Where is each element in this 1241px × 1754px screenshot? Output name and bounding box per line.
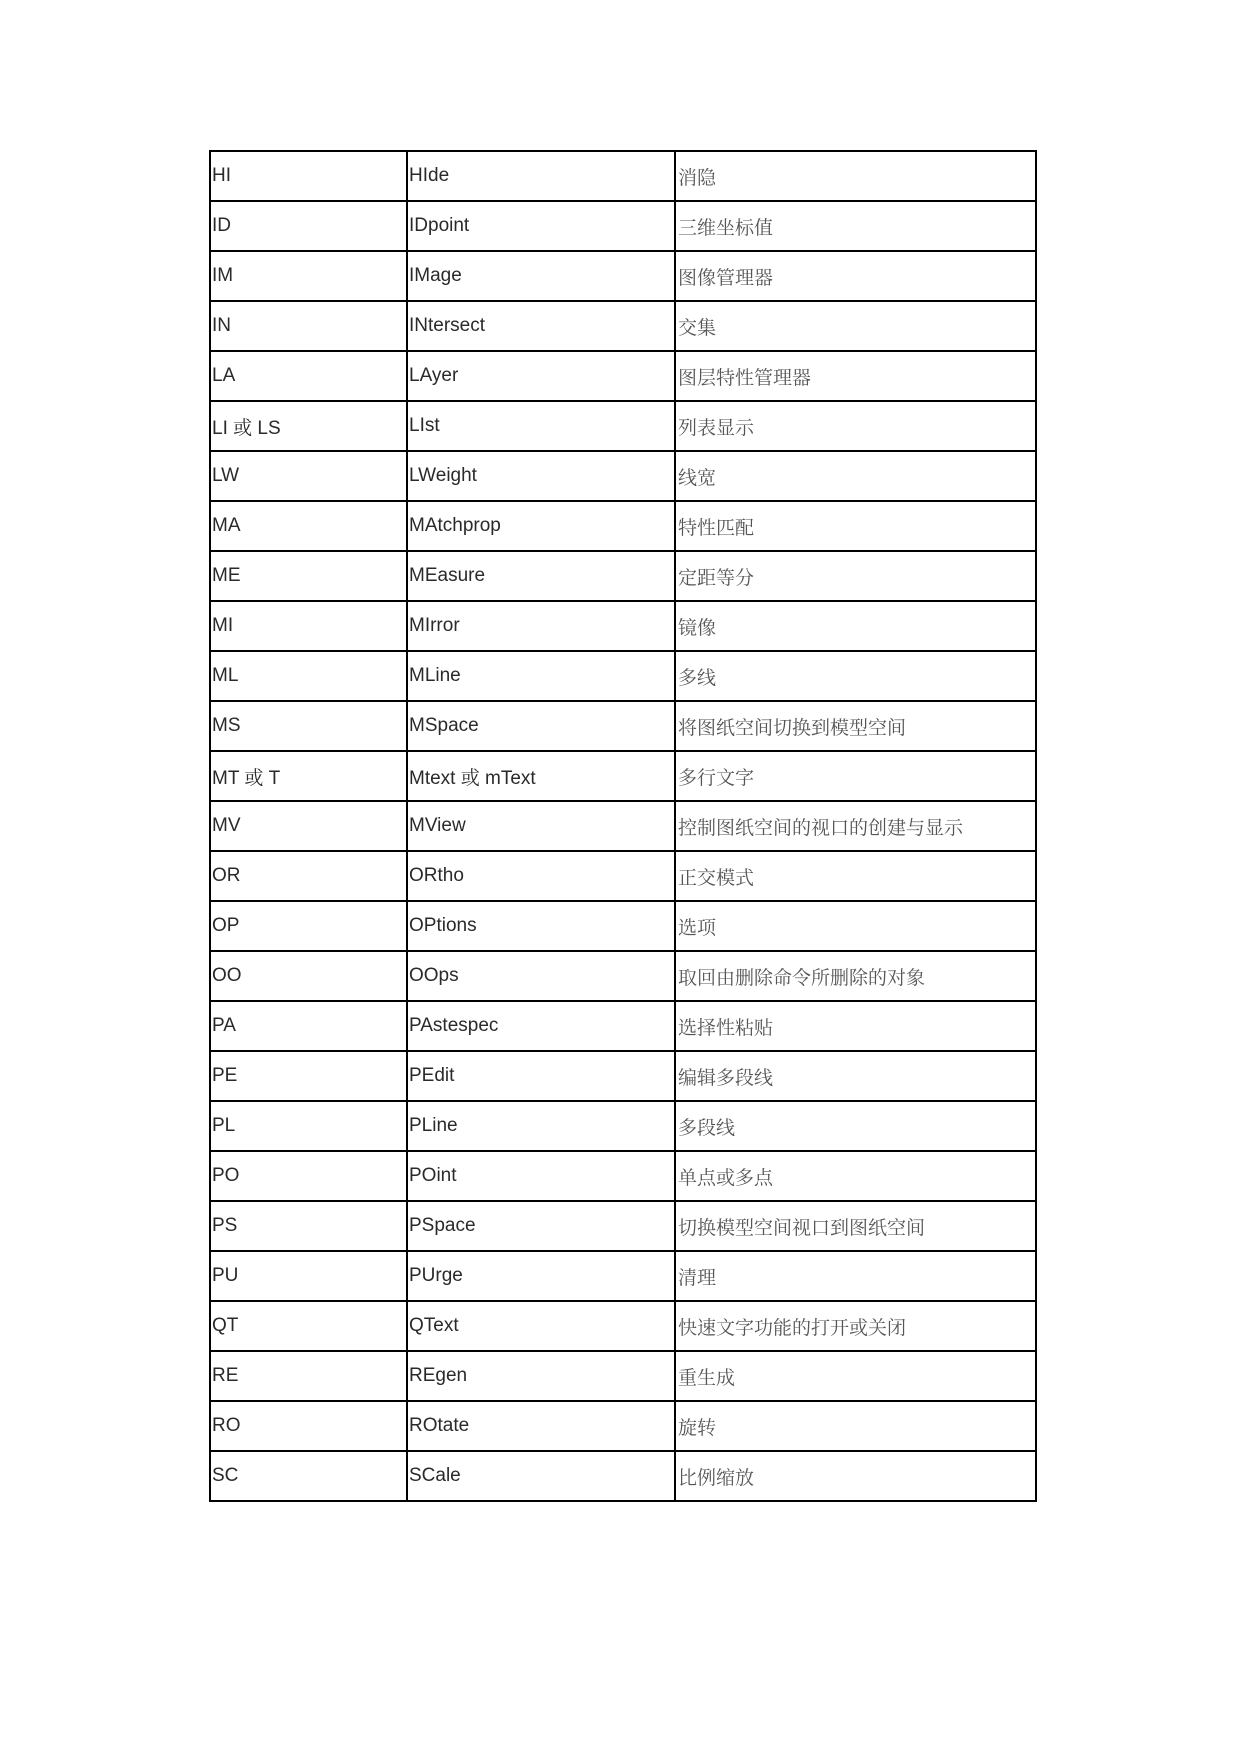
command-full-name-cell: MEasure (407, 551, 675, 601)
command-description-cell: 重生成 (675, 1351, 1036, 1401)
command-abbreviation-cell: MT 或 T (210, 751, 407, 801)
command-abbreviation-cell: OR (210, 851, 407, 901)
command-description-cell: 选择性粘贴 (675, 1001, 1036, 1051)
table-row (210, 1401, 1036, 1451)
command-abbreviation-cell: LA (210, 351, 407, 401)
command-full-name-cell: MLine (407, 651, 675, 701)
command-abbreviation-cell: SC (210, 1451, 407, 1501)
command-abbreviation-cell: MS (210, 701, 407, 751)
command-abbreviation-cell: PS (210, 1201, 407, 1251)
command-table (209, 150, 1037, 1502)
table-row (210, 501, 1036, 551)
command-description-cell: 线宽 (675, 451, 1036, 501)
table-row (210, 551, 1036, 601)
table-row (210, 151, 1036, 201)
command-description-cell: 选项 (675, 901, 1036, 951)
command-description-cell: 单点或多点 (675, 1151, 1036, 1201)
table-row (210, 751, 1036, 801)
command-full-name-cell: SCale (407, 1451, 675, 1501)
command-full-name-cell: ORtho (407, 851, 675, 901)
command-description-cell: 正交模式 (675, 851, 1036, 901)
command-full-name-cell: REgen (407, 1351, 675, 1401)
command-full-name-cell: MAtchprop (407, 501, 675, 551)
command-full-name-cell: ROtate (407, 1401, 675, 1451)
table-row (210, 701, 1036, 751)
command-abbreviation-cell: IN (210, 301, 407, 351)
command-description-cell: 特性匹配 (675, 501, 1036, 551)
table-row (210, 1301, 1036, 1351)
command-full-name-cell: PLine (407, 1101, 675, 1151)
table-row (210, 1101, 1036, 1151)
command-abbreviation-cell: HI (210, 151, 407, 201)
table-row (210, 1201, 1036, 1251)
command-abbreviation-cell: PE (210, 1051, 407, 1101)
command-full-name-cell: OPtions (407, 901, 675, 951)
command-abbreviation-cell: LW (210, 451, 407, 501)
table-row (210, 251, 1036, 301)
command-description-cell: 旋转 (675, 1401, 1036, 1451)
table-row (210, 1451, 1036, 1501)
table-row (210, 851, 1036, 901)
command-description-cell: 交集 (675, 301, 1036, 351)
command-abbreviation-cell: MA (210, 501, 407, 551)
command-abbreviation-cell: OO (210, 951, 407, 1001)
command-full-name-cell: Mtext 或 mText (407, 751, 675, 801)
table-row (210, 301, 1036, 351)
table-body (210, 151, 1036, 1501)
command-description-cell: 图像管理器 (675, 251, 1036, 301)
command-full-name-cell: PUrge (407, 1251, 675, 1301)
command-abbreviation-cell: OP (210, 901, 407, 951)
command-description-cell: 定距等分 (675, 551, 1036, 601)
table-row (210, 901, 1036, 951)
table-row (210, 1151, 1036, 1201)
command-full-name-cell: IMage (407, 251, 675, 301)
command-abbreviation-cell: LI 或 LS (210, 401, 407, 451)
table-row (210, 951, 1036, 1001)
command-description-cell: 多行文字 (675, 751, 1036, 801)
command-description-cell: 镜像 (675, 601, 1036, 651)
command-description-cell: 消隐 (675, 151, 1036, 201)
command-full-name-cell: LIst (407, 401, 675, 451)
command-full-name-cell: MIrror (407, 601, 675, 651)
command-description-cell: 多段线 (675, 1101, 1036, 1151)
command-description-cell: 图层特性管理器 (675, 351, 1036, 401)
command-full-name-cell: HIde (407, 151, 675, 201)
command-description-cell: 比例缩放 (675, 1451, 1036, 1501)
table-row (210, 1351, 1036, 1401)
command-full-name-cell: PAstespec (407, 1001, 675, 1051)
command-full-name-cell: INtersect (407, 301, 675, 351)
table-row (210, 801, 1036, 851)
command-abbreviation-cell: RE (210, 1351, 407, 1401)
command-abbreviation-cell: IM (210, 251, 407, 301)
table-row (210, 451, 1036, 501)
command-description-cell: 切换模型空间视口到图纸空间 (675, 1201, 1036, 1251)
table-row (210, 351, 1036, 401)
command-description-cell: 将图纸空间切换到模型空间 (675, 701, 1036, 751)
command-full-name-cell: PEdit (407, 1051, 675, 1101)
command-description-cell: 多线 (675, 651, 1036, 701)
command-description-cell: 控制图纸空间的视口的创建与显示 (675, 801, 1036, 851)
command-full-name-cell: OOps (407, 951, 675, 1001)
command-abbreviation-cell: MV (210, 801, 407, 851)
command-abbreviation-cell: ML (210, 651, 407, 701)
command-full-name-cell: POint (407, 1151, 675, 1201)
command-abbreviation-cell: PO (210, 1151, 407, 1201)
table-row (210, 601, 1036, 651)
command-full-name-cell: LWeight (407, 451, 675, 501)
command-description-cell: 取回由删除命令所删除的对象 (675, 951, 1036, 1001)
command-full-name-cell: IDpoint (407, 201, 675, 251)
command-abbreviation-cell: QT (210, 1301, 407, 1351)
command-full-name-cell: QText (407, 1301, 675, 1351)
table-row (210, 201, 1036, 251)
command-description-cell: 三维坐标值 (675, 201, 1036, 251)
command-abbreviation-cell: MI (210, 601, 407, 651)
command-description-cell: 列表显示 (675, 401, 1036, 451)
command-full-name-cell: LAyer (407, 351, 675, 401)
table-row (210, 651, 1036, 701)
command-abbreviation-cell: ID (210, 201, 407, 251)
command-abbreviation-cell: RO (210, 1401, 407, 1451)
command-description-cell: 编辑多段线 (675, 1051, 1036, 1101)
command-full-name-cell: PSpace (407, 1201, 675, 1251)
table-row (210, 1051, 1036, 1101)
command-full-name-cell: MSpace (407, 701, 675, 751)
table-row (210, 1001, 1036, 1051)
command-abbreviation-cell: PU (210, 1251, 407, 1301)
command-description-cell: 清理 (675, 1251, 1036, 1301)
command-description-cell: 快速文字功能的打开或关闭 (675, 1301, 1036, 1351)
table-row (210, 401, 1036, 451)
command-abbreviation-cell: PA (210, 1001, 407, 1051)
command-abbreviation-cell: PL (210, 1101, 407, 1151)
table-row (210, 1251, 1036, 1301)
command-abbreviation-cell: ME (210, 551, 407, 601)
command-full-name-cell: MView (407, 801, 675, 851)
